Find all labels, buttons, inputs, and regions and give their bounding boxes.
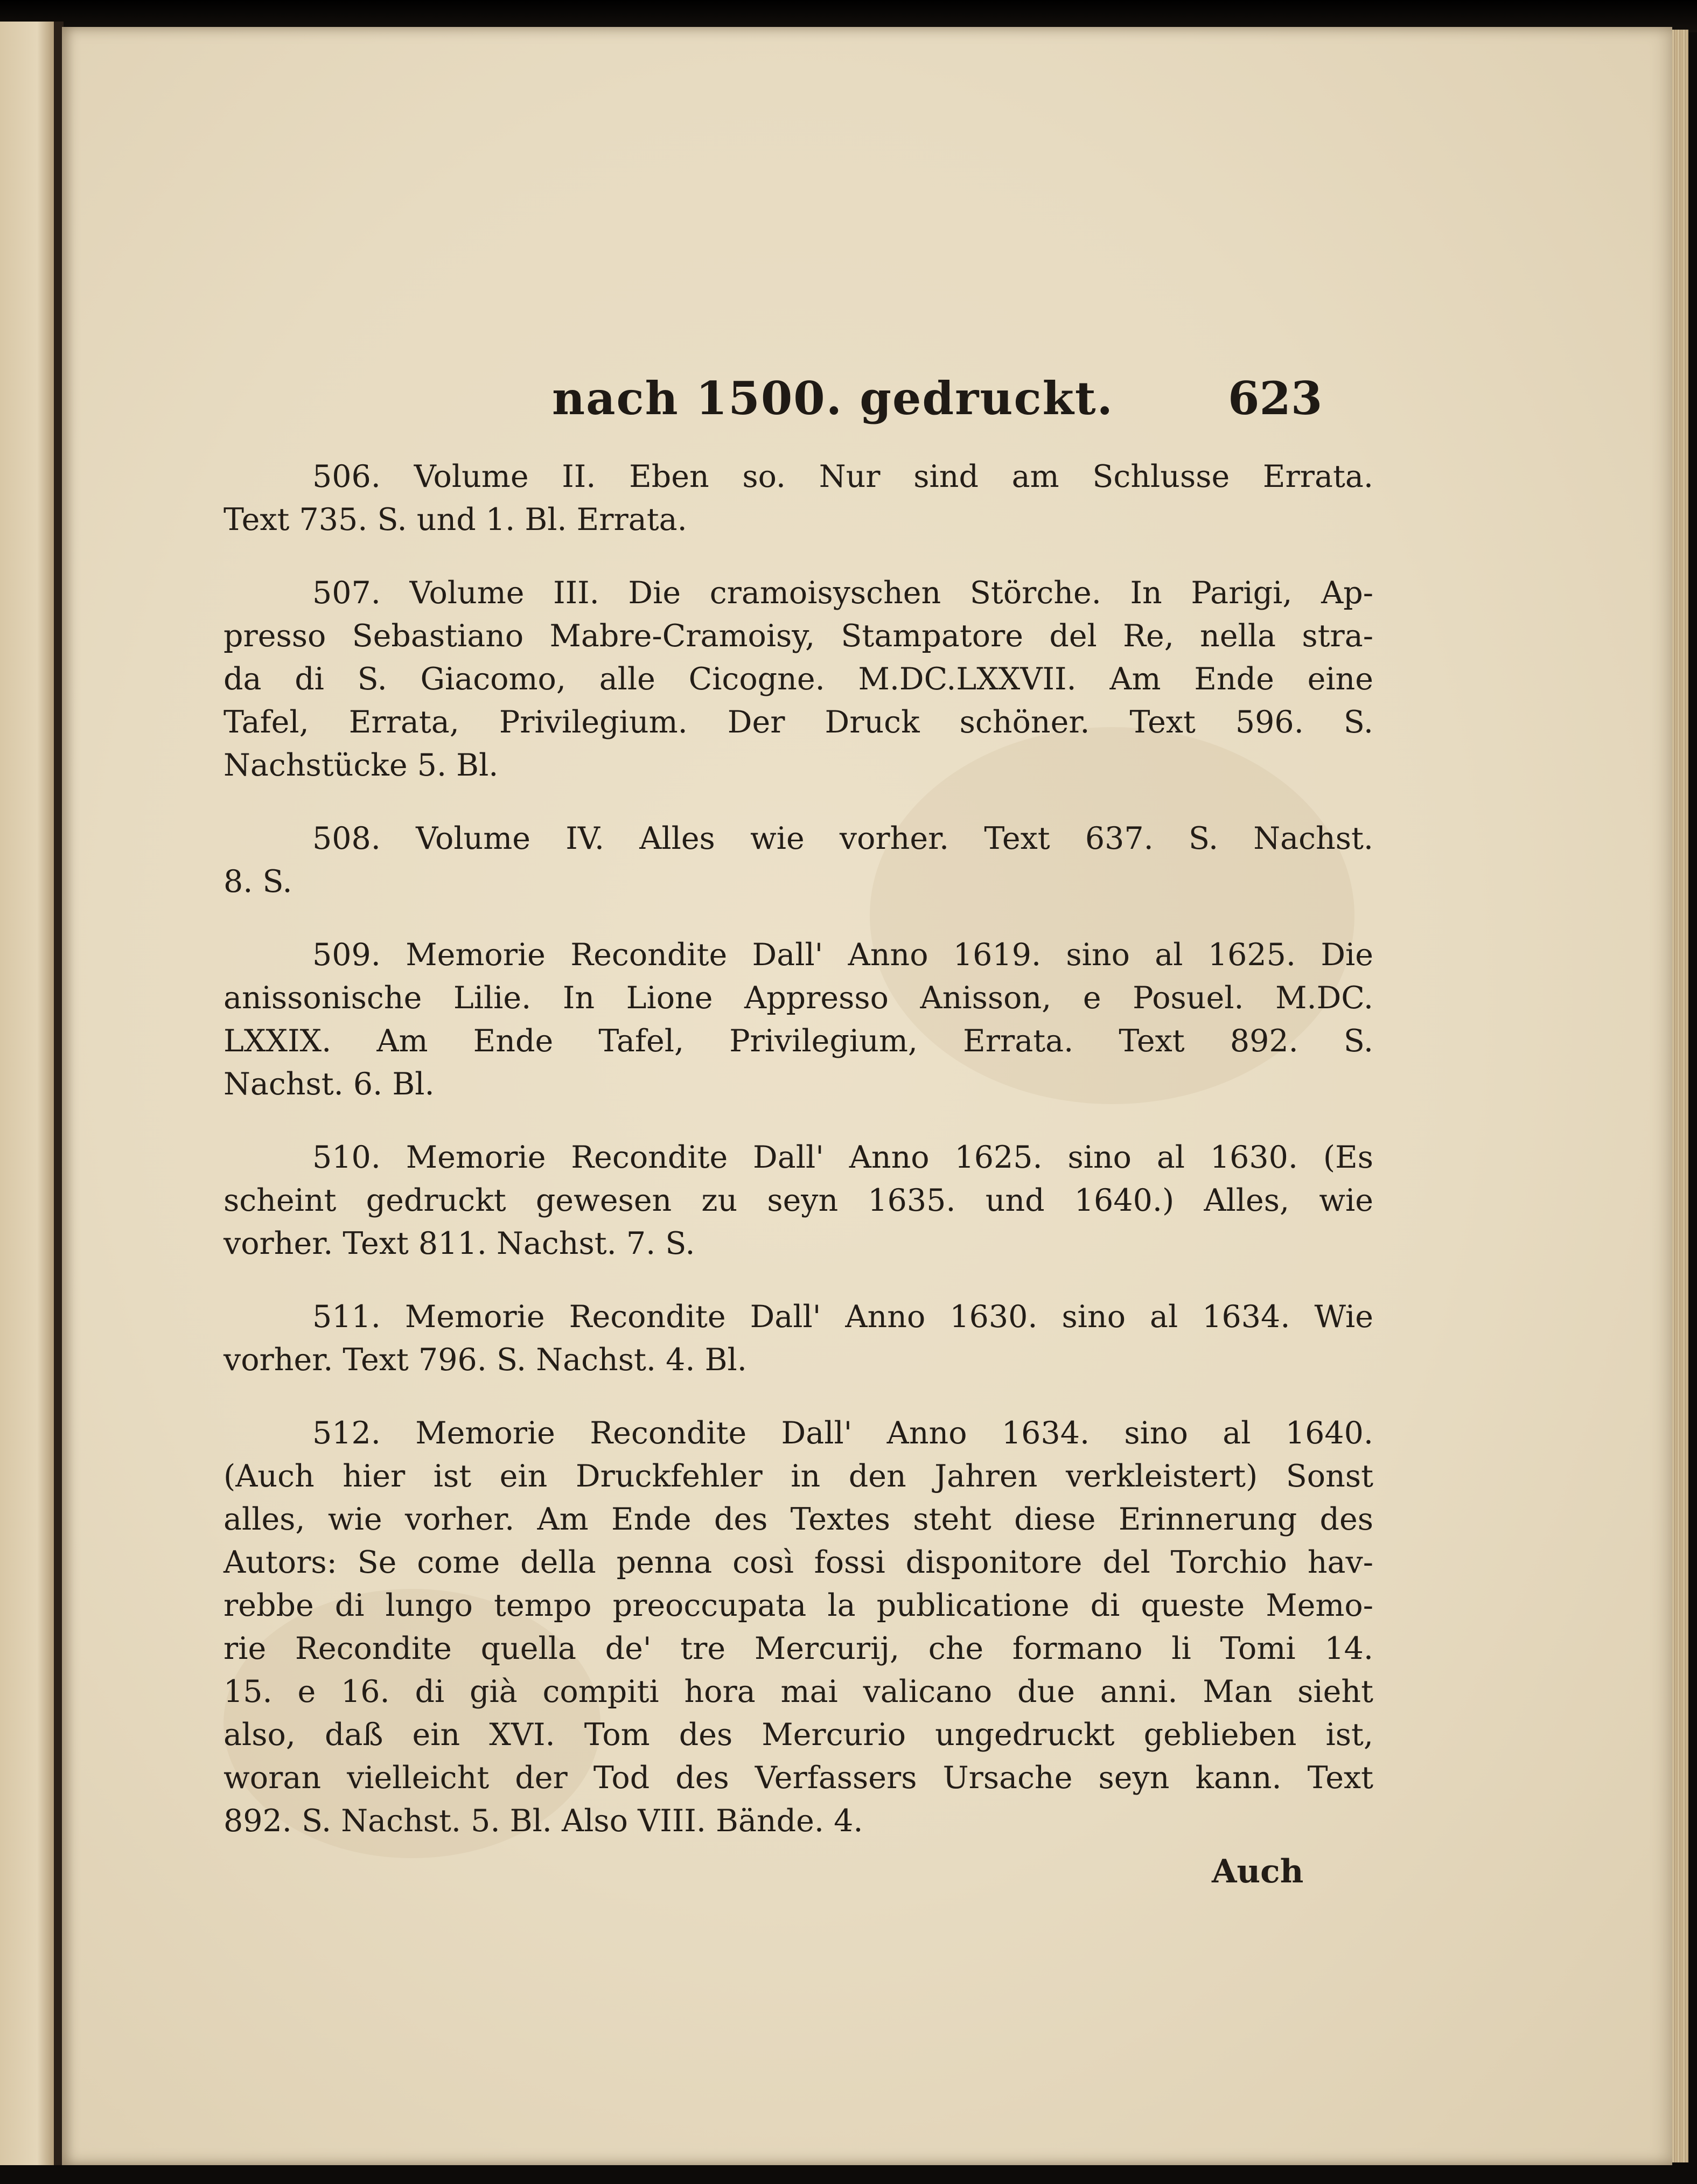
entry-line: 507. Volume III. Die cramoisyschen Störche. In Parigi, Ap-	[312, 575, 1373, 611]
entry-line: presso Sebastiano Mabre-Cramoisy, Stampatore del Re, nella stra-	[224, 618, 1373, 654]
entry-line: 509. Memorie Recondite Dall' Anno 1619. sino al 1625. Die	[312, 937, 1373, 973]
entry-line: da di S. Giacomo, alle Cicogne. M.DC.LXXVII. Am Ende eine	[224, 661, 1373, 697]
entry-508	[224, 817, 1373, 903]
entry-line: 508. Volume IV. Alles wie vorher. Text 637. S. Nachst.	[312, 821, 1373, 856]
entry-line: rebbe di lungo tempo preoccupata la publicatione di queste Memo-	[224, 1588, 1373, 1623]
entry-line: woran vielleicht der Tod des Verfassers Ursache seyn kann. Text	[224, 1760, 1373, 1796]
catchword: Auch	[1212, 1853, 1304, 1890]
entry-509	[224, 933, 1373, 1106]
page-number: 623	[1228, 372, 1323, 425]
entry-line: 15. e 16. di già compiti hora mai valicano due anni. Man sieht	[224, 1674, 1373, 1709]
page-body	[224, 455, 1373, 1873]
entry-line: 8. S.	[224, 864, 292, 899]
entry-line: 506. Volume II. Eben so. Nur sind am Schlusse Errata.	[312, 459, 1373, 494]
entry-line: Tafel, Errata, Privilegium. Der Druck schöner. Text 596. S.	[224, 704, 1373, 740]
entry-line: (Auch hier ist ein Druckfehler in den Jahren verkleistert) Sonst	[224, 1459, 1373, 1494]
entry-line: 512. Memorie Recondite Dall' Anno 1634. sino al 1640.	[312, 1415, 1373, 1451]
running-head: nach 1500. gedruckt.	[552, 372, 1114, 425]
scan-background-bottom	[0, 2165, 1697, 2184]
entry-510	[224, 1136, 1373, 1265]
entry-line: also, daß ein XVI. Tom des Mercurio ungedruckt geblieben ist,	[224, 1717, 1373, 1753]
book-page	[62, 27, 1672, 2165]
entry-line: Text 735. S. und 1. Bl. Errata.	[224, 502, 687, 538]
entry-507	[224, 571, 1373, 787]
entry-line: LXXIX. Am Ende Tafel, Privilegium, Errata. Text 892. S.	[224, 1023, 1373, 1059]
entry-line: 510. Memorie Recondite Dall' Anno 1625. sino al 1630. (Es	[312, 1140, 1373, 1175]
entry-line: 511. Memorie Recondite Dall' Anno 1630. sino al 1634. Wie	[312, 1299, 1373, 1335]
entry-line: rie Recondite quella de' tre Mercurij, che formano li Tomi 14.	[224, 1631, 1373, 1666]
entry-line: vorher. Text 796. S. Nachst. 4. Bl.	[224, 1342, 747, 1378]
entry-line: Nachstücke 5. Bl.	[224, 748, 499, 783]
entry-511	[224, 1295, 1373, 1381]
entry-512	[224, 1412, 1373, 1843]
entry-506	[224, 455, 1373, 541]
entry-line: Autors: Se come della penna così fossi disponitore del Torchio hav-	[224, 1545, 1373, 1580]
entry-line: 892. S. Nachst. 5. Bl. Also VIII. Bände. 4.	[224, 1803, 863, 1839]
entry-line: anissonische Lilie. In Lione Appresso Anisson, e Posuel. M.DC.	[224, 980, 1373, 1016]
entry-line: alles, wie vorher. Am Ende des Textes steht diese Erinnerung des	[224, 1502, 1373, 1537]
entry-line: Nachst. 6. Bl.	[224, 1066, 435, 1102]
entry-line: vorher. Text 811. Nachst. 7. S.	[224, 1226, 695, 1261]
facing-page-edge	[0, 22, 62, 2171]
entry-line: scheint gedruckt gewesen zu seyn 1635. und 1640.) Alles, wie	[224, 1183, 1373, 1218]
page-header	[62, 372, 1672, 436]
